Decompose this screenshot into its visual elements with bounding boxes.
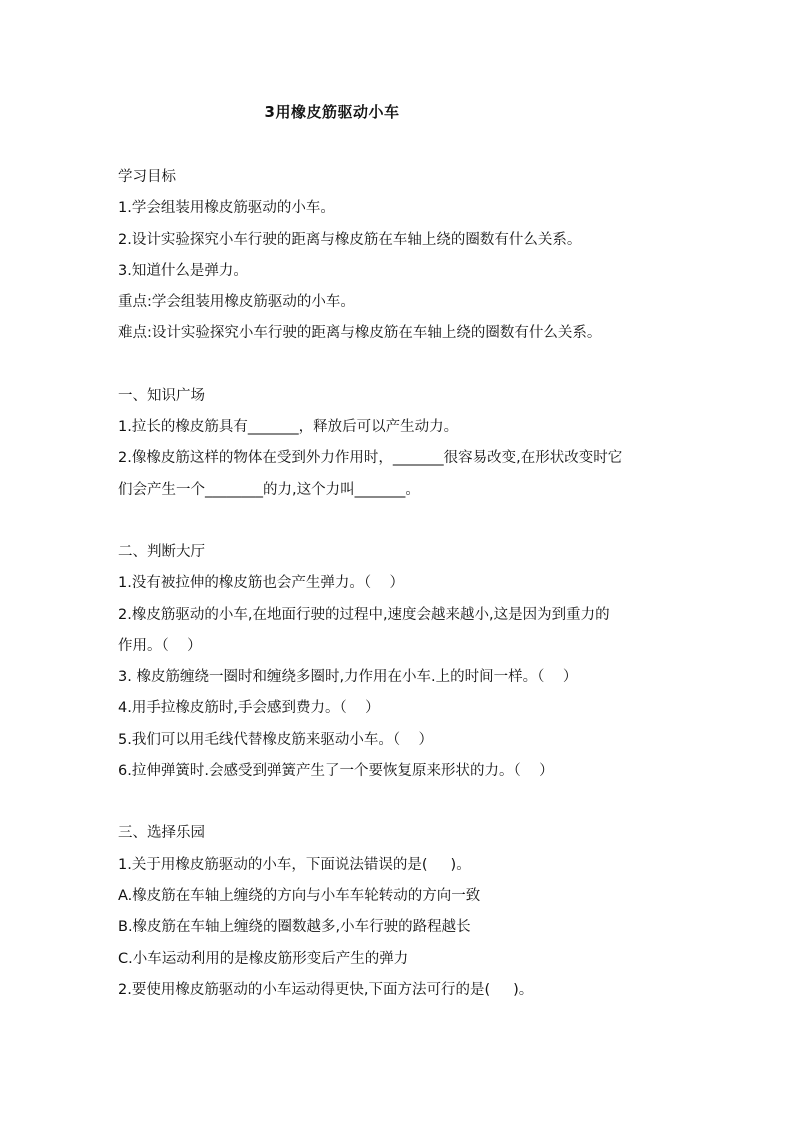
document-body [118,162,678,1006]
spacer [118,506,678,537]
judge-item: 1.没有被拉伸的橡皮筋也会产生弹力。（ ） [118,575,405,592]
judge-item: 6.拉伸弹簧时.会感受到弹簧产生了一个要恢复原来形状的力。（ ） [118,763,554,780]
judge-item: 2.橡皮筋驱动的小车,在地面行驶的过程中,速度会越来越小,这是因为到重力的 [118,606,610,623]
difficulty-point: 难点:设计实验探究小车行驶的距离与橡皮筋在车轴上绕的圈数有什么关系。 [118,325,602,342]
fill-blank-item: 1.拉长的橡皮筋具有_______，释放后可以产生动力。 [118,419,459,436]
fill-blank-item: 们会产生一个________的力,这个力叫_______。 [118,481,420,498]
goals-heading: 学习目标 [118,169,176,185]
judge-item: 5.我们可以用毛线代替橡皮筋来驱动小车。（ ） [118,731,434,748]
goal-item: 1.学会组装用橡皮筋驱动的小车。 [118,200,335,217]
section2-heading: 二、判断大厅 [118,543,205,560]
choice-option: C.小车运动利用的是橡皮筋形变后产生的弹力 [118,950,409,967]
goal-item: 3.知道什么是弹力。 [118,262,248,279]
goal-item: 2.设计实验探究小车行驶的距离与橡皮筋在车轴上绕的圈数有什么关系。 [118,231,582,248]
key-point: 重点:学会组装用橡皮筋驱动的小车。 [118,294,355,311]
judge-item: 4.用手拉橡皮筋时,手会感到费力。（ ） [118,700,380,717]
judge-item: 作用。（ ） [118,637,202,654]
judge-item: 3. 橡皮筋缠绕一圈时和缠绕多圈时,力作用在小车.上的时间一样。（ ） [118,669,578,686]
spacer [118,787,678,818]
section1-heading: 一、知识广场 [118,387,205,404]
choice-option: A.橡皮筋在车轴上缠绕的方向与小车车轮转动的方向一致 [118,887,481,904]
choice-item: 1.关于用橡皮筋驱动的小车，下面说法错误的是( )。 [118,856,471,873]
document-title: 3用橡皮筋驱动小车 [264,103,400,121]
fill-blank-item: 2.像橡皮筋这样的物体在受到外力作用时，_______很容易改变,在形状改变时它 [118,450,623,467]
choice-item: 2.要使用橡皮筋驱动的小车运动得更快,下面方法可行的是( )。 [118,981,534,998]
choice-option: B.橡皮筋在车轴上缠绕的圈数越多,小车行驶的路程越长 [118,919,471,936]
spacer [118,350,678,381]
section3-heading: 三、选择乐园 [118,825,205,842]
